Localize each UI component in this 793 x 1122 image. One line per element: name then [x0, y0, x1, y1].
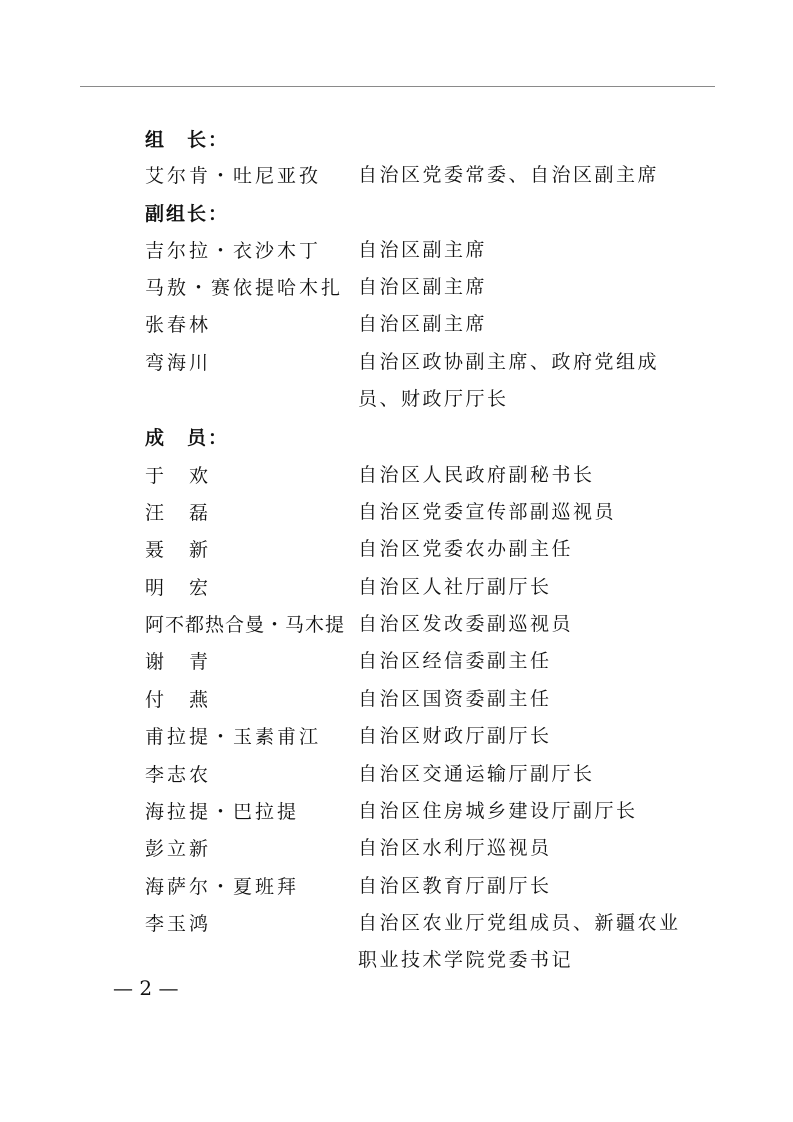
member-role: 自治区人社厅副厅长	[358, 576, 552, 598]
deputy-role: 自治区政协副主席、政府党组成员、财政厅厅长	[358, 351, 660, 410]
leader-role: 自治区党委常委、自治区副主席	[358, 164, 660, 186]
member-name: 李志农	[145, 764, 212, 786]
header-rule	[80, 86, 715, 87]
deputy-name: 弯海川	[145, 352, 212, 374]
member-role: 自治区经信委副主任	[358, 650, 552, 672]
leader-name: 艾尔肯・吐尼亚孜	[145, 165, 322, 187]
member-role: 自治区交通运输厅副厅长	[358, 763, 595, 785]
member-role: 自治区教育厅副厅长	[358, 875, 552, 897]
member-role: 自治区党委农办副主任	[358, 538, 574, 560]
members-heading: 成 员：	[145, 427, 230, 449]
member-name: 明 宏	[145, 577, 212, 599]
member-role: 自治区发改委副巡视员	[358, 613, 574, 635]
member-name: 阿不都热合曼・马木提	[145, 614, 346, 636]
deputy-role: 自治区副主席	[358, 239, 488, 261]
deputy-name: 张春林	[145, 314, 212, 336]
member-role: 自治区人民政府副秘书长	[358, 464, 595, 486]
member-role: 自治区国资委副主任	[358, 688, 552, 710]
deputy-role: 自治区副主席	[358, 313, 488, 335]
member-role: 自治区住房城乡建设厅副厅长	[358, 800, 638, 822]
deputy-role: 自治区副主席	[358, 276, 488, 298]
leader-heading: 组 长：	[145, 129, 230, 151]
member-name: 谢 青	[145, 651, 212, 673]
member-name: 于 欢	[145, 465, 212, 487]
deputy-name: 吉尔拉・衣沙木丁	[145, 240, 322, 262]
member-name: 彭立新	[145, 838, 212, 860]
member-role: 自治区农业厅党组成员、新疆农业职业技术学院党委书记	[358, 912, 681, 971]
member-name: 李玉鸿	[145, 913, 212, 935]
member-name: 海拉提・巴拉提	[145, 801, 300, 823]
deputy-heading: 副组长：	[145, 203, 230, 225]
member-role: 自治区财政厅副厅长	[358, 725, 552, 747]
member-name: 汪 磊	[145, 502, 212, 524]
deputy-name: 马敖・赛依提哈木扎	[145, 277, 344, 299]
member-name: 海萨尔・夏班拜	[145, 876, 300, 898]
member-name: 甫拉提・玉素甫江	[145, 726, 322, 748]
member-name: 付 燕	[145, 689, 212, 711]
page-number: — 2 —	[113, 976, 179, 1000]
member-role: 自治区水利厅巡视员	[358, 837, 552, 859]
member-name: 聂 新	[145, 539, 212, 561]
member-role: 自治区党委宣传部副巡视员	[358, 501, 617, 523]
